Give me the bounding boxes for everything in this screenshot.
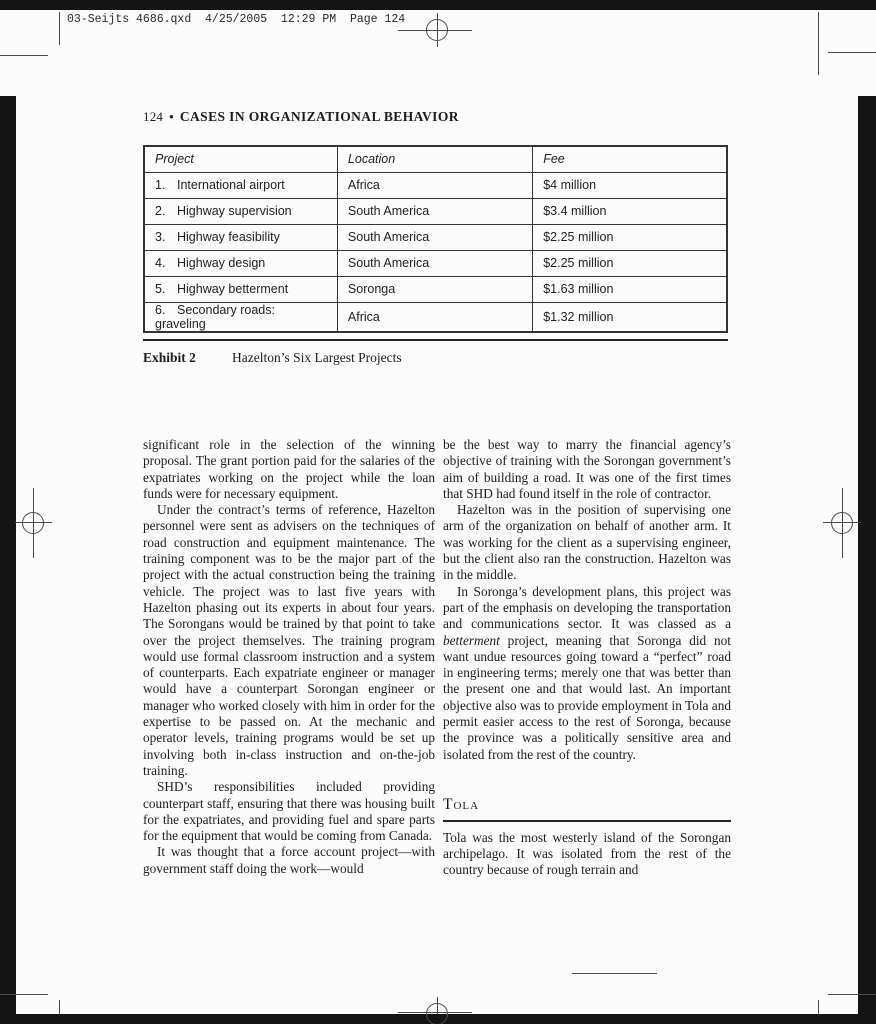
fee-cell: $3.4 million <box>533 198 727 224</box>
column-header: Location <box>337 146 532 172</box>
location-cell: Soronga <box>337 276 532 302</box>
exhibit-rule <box>143 339 728 341</box>
table-row <box>144 250 727 276</box>
paragraph: be the best way to marry the financial agency’s objective of training with the Sorongan government’s aim of building a road. It was one of the first times that SHD had found itself in the role of contractor. <box>443 437 731 501</box>
location-cell: South America <box>337 224 532 250</box>
registration-mark-icon <box>426 1003 448 1024</box>
crop-mark <box>59 12 60 45</box>
project-cell: International airport <box>177 178 285 192</box>
fee-cell: $2.25 million <box>533 224 727 250</box>
project-cell: Highway betterment <box>177 282 289 296</box>
column-header: Fee <box>533 146 727 172</box>
paragraph: Under the contract’s terms of reference, Hazelton personnel were sent as advisers on the techniques of road construction and equipment maintenance. The training component was to be the major part of the project with the actual construction being the training vehicle. The project was to last five years with Hazelton phasing out its experts in about four years. The Sorongans would be trained by that point to take over the project themselves. The training program would use formal classroom instruction and a system of counterparts. Each expatriate engineer or manager would have a counterpart Sorongan engineer or manager who worked closely with him in order for the expertise to be passed on. At the mechanic and operator levels, training programs would be set up involving both in-class instruction and on-the-job training. <box>143 502 435 778</box>
registration-mark-icon <box>831 512 853 534</box>
crop-mark <box>828 994 876 995</box>
project-cell: Highway feasibility <box>177 230 280 244</box>
crop-mark <box>818 1000 819 1014</box>
section-heading: Tola <box>443 795 480 813</box>
exhibit-title: Hazelton’s Six Largest Projects <box>232 350 402 365</box>
row-number: 2. <box>155 204 166 218</box>
paragraph: In Soronga’s development plans, this project was part of the emphasis on developing the transportation and communications sector. It was classed as a betterment project, meaning that Soronga did not want undue resources going toward a “perfect” road in engineering terms; merely one that was better than the present one and that would last. An important objective also was to provide employment in Tola and permit easier access to the rest of Soronga, because the province was a politically sensitive area and isolated from the rest of the country. <box>443 583 731 762</box>
crop-mark <box>572 973 657 974</box>
table-row <box>144 224 727 250</box>
table-row <box>144 172 727 198</box>
column-header: Project <box>144 146 337 172</box>
bullet-separator: • <box>169 109 174 124</box>
crop-mark <box>0 55 48 56</box>
row-number: 1. <box>155 178 166 192</box>
running-head-title: CASES IN ORGANIZATIONAL BEHAVIOR <box>179 109 459 124</box>
table-row <box>144 302 727 332</box>
paragraph: Hazelton was in the position of supervising one arm of the organization on behalf of another arm. It was working for the client as a supervising engineer, but the client also ran the construction. Hazelton was in the middle. <box>443 502 731 583</box>
location-cell: Africa <box>337 302 532 332</box>
location-cell: South America <box>337 198 532 224</box>
row-number: 4. <box>155 256 166 270</box>
exhibit-caption <box>143 350 402 366</box>
registration-mark-icon <box>22 512 44 534</box>
table-row <box>144 198 727 224</box>
paragraph: Tola was the most westerly island of the Sorongan archipelago. It was isolated from the rest of the country because of rough terrain and <box>443 829 731 878</box>
crop-mark <box>0 994 48 995</box>
right-column <box>443 437 731 879</box>
project-cell: Highway design <box>177 256 266 270</box>
fee-cell: $2.25 million <box>533 250 727 276</box>
row-number: 5. <box>155 282 166 296</box>
project-cell: Highway supervision <box>177 204 292 218</box>
fee-cell: $1.32 million <box>533 302 727 332</box>
left-column <box>143 437 435 877</box>
crop-mark <box>59 1000 60 1014</box>
table-row <box>144 276 727 302</box>
fee-cell: $1.63 million <box>533 276 727 302</box>
print-slug-line: 03-Seijts 4686.qxd 4/25/2005 12:29 PM Page 124 <box>67 13 406 26</box>
paragraph: SHD’s responsibilities included providing counterpart staff, ensuring that there was housing built for the expatriates, and providing fuel and spare parts for the equipment that would be coming from Canada. <box>143 779 435 844</box>
location-cell: Africa <box>337 172 532 198</box>
exhibit-label: Exhibit 2 <box>143 350 196 365</box>
location-cell: South America <box>337 250 532 276</box>
paragraph: significant role in the selection of the winning proposal. The grant portion paid for the salaries of the expatriates working on the project while the loan funds were for necessary equipment. <box>143 437 435 501</box>
paragraph: It was thought that a force account project—with government staff doing the work—would <box>143 844 435 876</box>
row-number: 6. <box>155 302 166 317</box>
project-cell: Secondary roads: graveling <box>155 302 275 331</box>
heading-rule <box>443 820 731 822</box>
crop-mark <box>828 52 876 53</box>
registration-mark-icon <box>426 19 448 41</box>
fee-cell: $4 million <box>533 172 727 198</box>
page-number: 124 <box>143 109 164 124</box>
running-head <box>143 109 459 125</box>
crop-mark <box>818 12 819 75</box>
exhibit-table <box>143 145 728 333</box>
row-number: 3. <box>155 230 166 244</box>
table-header-row <box>144 146 727 172</box>
